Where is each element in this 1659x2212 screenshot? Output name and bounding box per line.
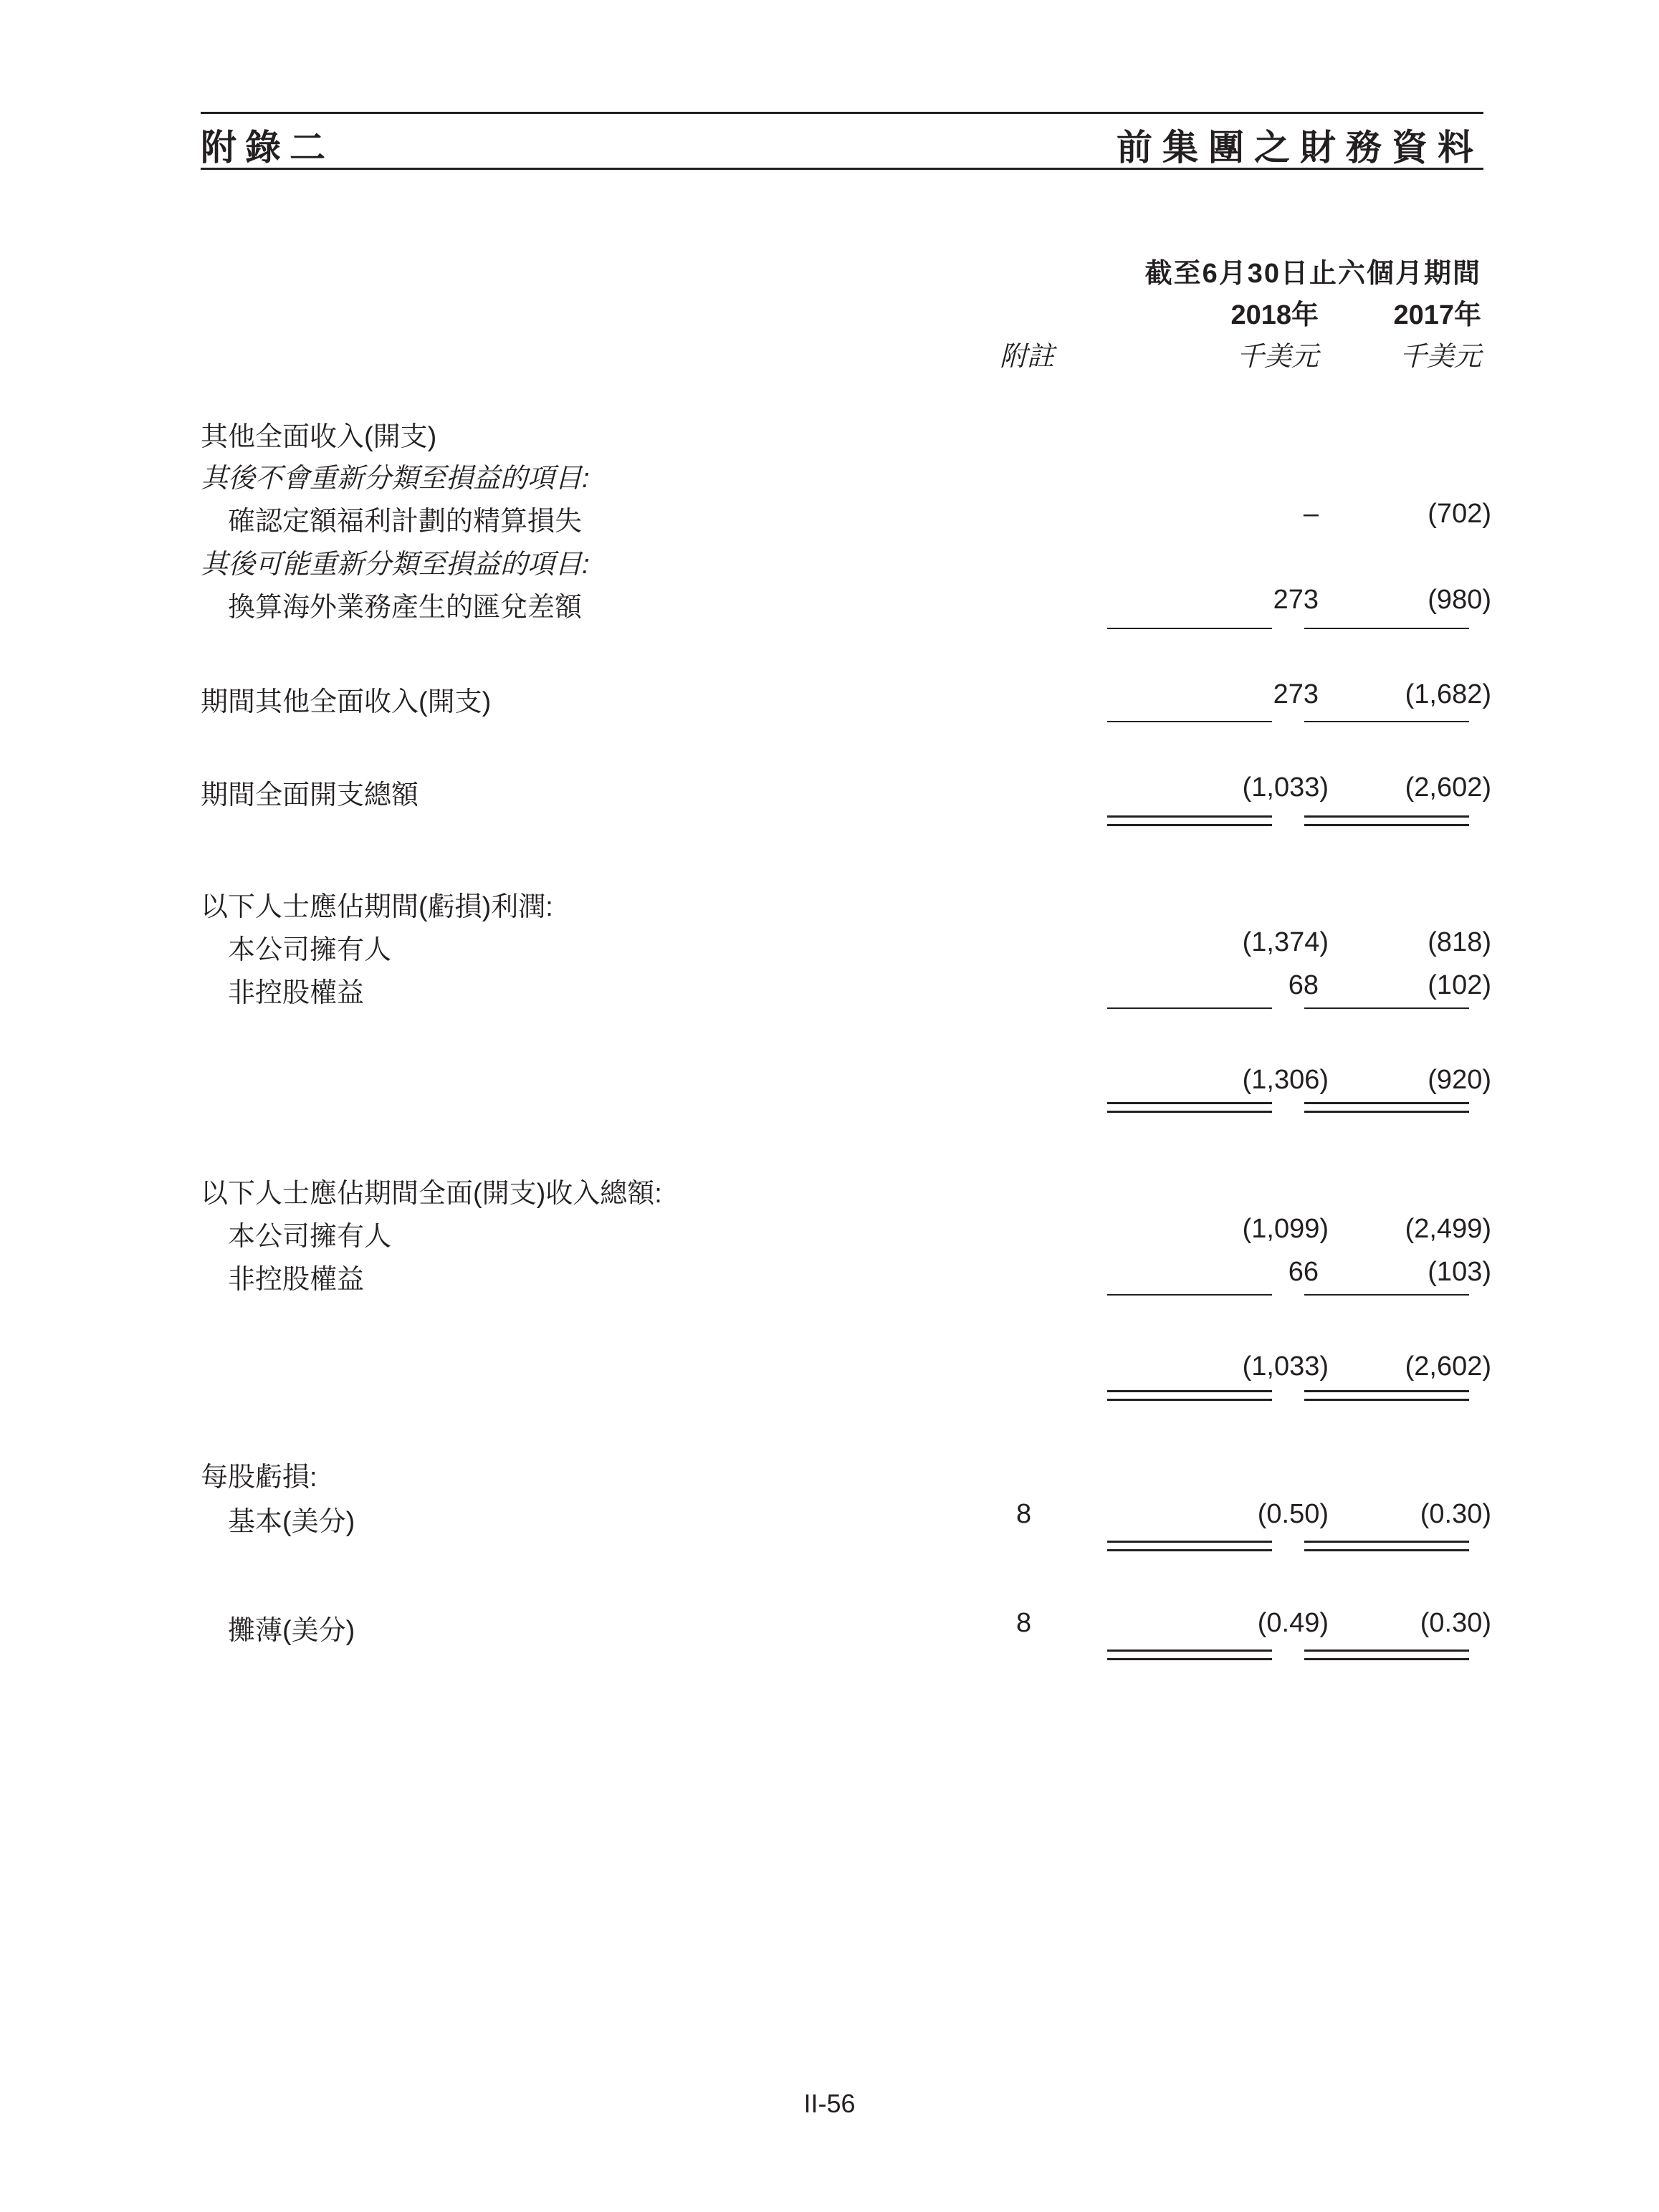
total-double-rule (1304, 824, 1469, 826)
value-2018: (1,099) (1242, 1214, 1329, 1244)
table-row (0, 585, 1659, 625)
section-heading-profit-attributable (0, 884, 1659, 924)
row-label: 期間全面開支總額 (201, 780, 419, 810)
value-2018: (1,033) (1242, 772, 1329, 803)
row-label: 基本(美分) (228, 1507, 355, 1537)
row-label: 其他全面收入(開支) (201, 422, 437, 452)
subtotal-rule (1107, 1007, 1272, 1009)
row-label: 以下人士應佔期間全面(開支)收入總額: (201, 1179, 662, 1209)
value-2017: (920) (1428, 1065, 1491, 1095)
total-double-rule (1107, 824, 1272, 826)
table-row (0, 1499, 1659, 1539)
value-2017: (103) (1428, 1257, 1491, 1287)
row-label: 攤薄(美分) (228, 1616, 355, 1646)
subheading-not-reclassified (0, 456, 1659, 496)
subtotal-rule (1107, 721, 1272, 722)
value-2017: (2,499) (1405, 1214, 1491, 1244)
total-double-rule (1304, 1111, 1469, 1113)
row-label: 非控股權益 (228, 978, 365, 1008)
total-double-rule (1107, 1111, 1272, 1113)
value-2018: (0.50) (1257, 1499, 1329, 1529)
table-row-subtotal (0, 679, 1659, 719)
subtotal-rule (1304, 721, 1469, 722)
table-row (0, 1214, 1659, 1254)
value-2018: (1,306) (1242, 1065, 1329, 1095)
unit-2018-heading: 千美元 (1236, 342, 1319, 372)
value-2017: (702) (1428, 499, 1491, 529)
value-2018: 68 (1288, 970, 1319, 1000)
subheading-may-reclassify (0, 542, 1659, 582)
section-title: 前集團之財務資料 (1117, 128, 1483, 168)
value-2017: (2,602) (1405, 772, 1491, 803)
total-double-rule (1304, 1549, 1469, 1551)
table-row (0, 499, 1659, 539)
section-heading-loss-per-share (0, 1455, 1659, 1495)
total-double-rule (1107, 1399, 1272, 1401)
subtotal-rule (1107, 1294, 1272, 1296)
table-row (0, 1257, 1659, 1297)
page-number: II-56 (803, 2089, 856, 2118)
table-row (0, 970, 1659, 1010)
year-2017-heading: 2017年 (1393, 300, 1481, 330)
section-heading-oci (0, 414, 1659, 454)
total-double-rule (1304, 1399, 1469, 1401)
subtotal-rule (1107, 628, 1272, 629)
value-2018: 273 (1273, 679, 1319, 709)
total-double-rule (1304, 1102, 1469, 1104)
total-double-rule (1107, 1102, 1272, 1104)
note-reference: 8 (1016, 1608, 1032, 1638)
value-2017: (2,602) (1405, 1351, 1491, 1382)
period-heading: 截至6月30日止六個月期間 (1144, 259, 1481, 289)
value-2018: 273 (1273, 585, 1319, 615)
total-double-rule (1107, 1541, 1272, 1543)
row-label: 其後不會重新分類至損益的項目: (201, 464, 590, 494)
row-label: 換算海外業務產生的匯兌差額 (228, 593, 583, 623)
total-double-rule (1304, 815, 1469, 818)
value-2017: (980) (1428, 585, 1491, 615)
total-double-rule (1107, 1650, 1272, 1652)
row-label: 其後可能重新分類至損益的項目: (201, 550, 590, 580)
appendix-title: 附錄二 (201, 128, 334, 168)
row-label: 非控股權益 (228, 1265, 365, 1295)
subtotal-rule (1304, 1007, 1469, 1009)
total-double-rule (1304, 1658, 1469, 1660)
total-double-rule (1107, 1549, 1272, 1551)
row-label: 期間其他全面收入(開支) (201, 687, 492, 717)
value-2017: (1,682) (1405, 679, 1491, 709)
total-double-rule (1107, 1390, 1272, 1392)
row-label: 確認定額福利計劃的精算損失 (228, 507, 583, 537)
note-column-heading: 附註 (1000, 342, 1055, 372)
value-2018: (0.49) (1257, 1608, 1329, 1638)
value-2017: (0.30) (1420, 1608, 1491, 1638)
note-reference: 8 (1016, 1499, 1032, 1529)
table-row (0, 927, 1659, 967)
row-label: 每股虧損: (201, 1462, 317, 1493)
value-2018: – (1303, 499, 1319, 529)
row-label: 本公司擁有人 (228, 1222, 392, 1252)
value-2018: (1,374) (1242, 927, 1329, 957)
subtotal-rule (1304, 1294, 1469, 1296)
value-2018: 66 (1288, 1257, 1319, 1287)
section-heading-total-comprehensive-attributable (0, 1171, 1659, 1211)
unit-2017-heading: 千美元 (1399, 342, 1481, 372)
total-double-rule (1107, 1658, 1272, 1660)
total-double-rule (1107, 815, 1272, 818)
header-top-rule (201, 112, 1483, 114)
total-double-rule (1304, 1541, 1469, 1543)
value-2018: (1,033) (1242, 1351, 1329, 1382)
header-bottom-rule (201, 168, 1483, 170)
year-2018-heading: 2018年 (1230, 300, 1319, 330)
table-row-total (0, 1065, 1659, 1105)
total-double-rule (1304, 1390, 1469, 1392)
total-double-rule (1304, 1650, 1469, 1652)
value-2017: (0.30) (1420, 1499, 1491, 1529)
value-2017: (818) (1428, 927, 1491, 957)
table-row (0, 1608, 1659, 1648)
row-label: 本公司擁有人 (228, 935, 392, 965)
table-row-total (0, 1351, 1659, 1392)
subtotal-rule (1304, 628, 1469, 629)
table-row-total (0, 772, 1659, 813)
value-2017: (102) (1428, 970, 1491, 1000)
row-label: 以下人士應佔期間(虧損)利潤: (201, 892, 553, 922)
